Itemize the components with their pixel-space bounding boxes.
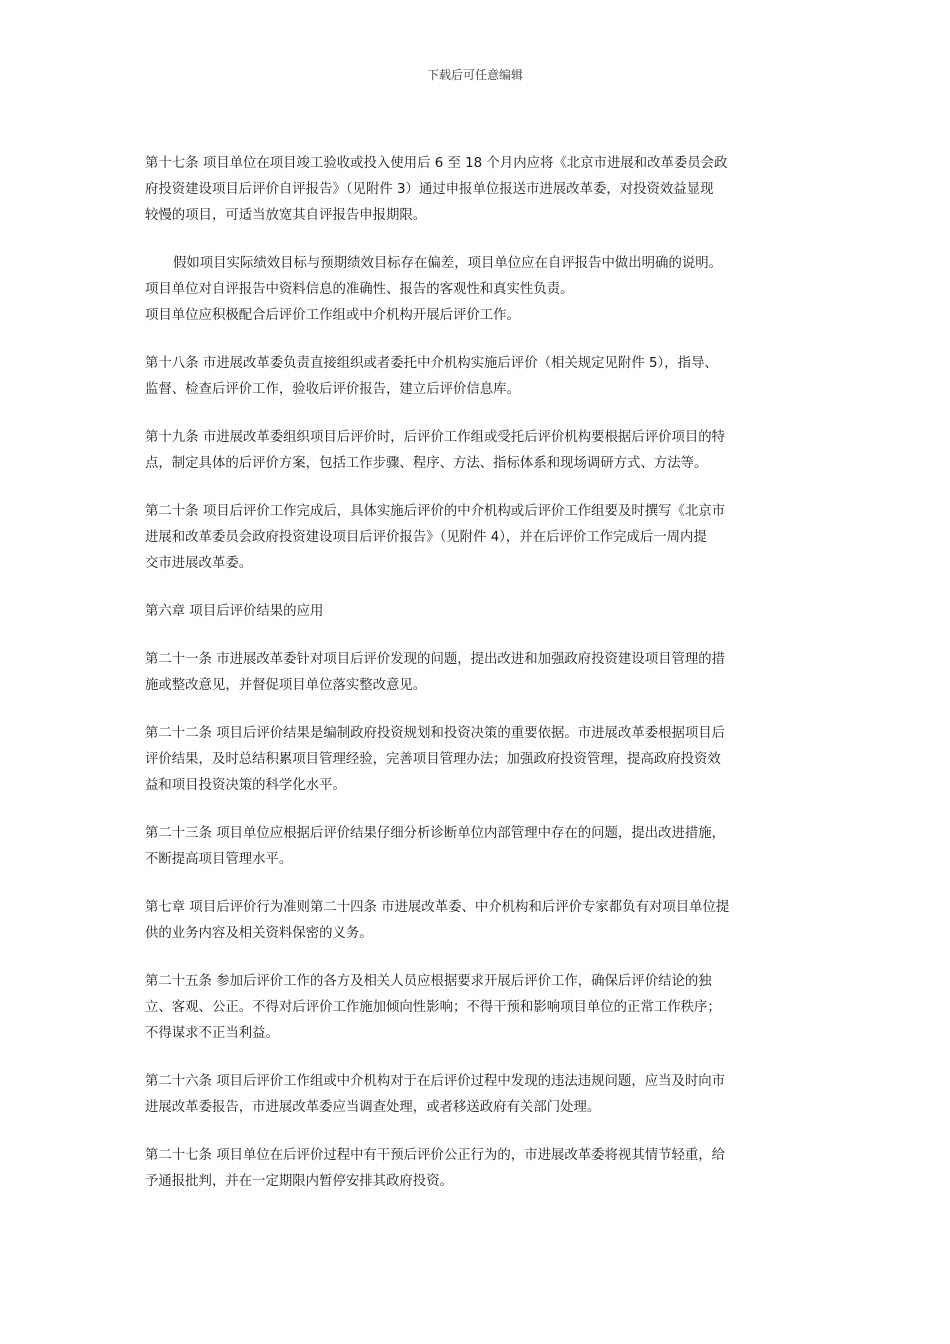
deviation-note: 假如项目实际绩效目标与预期绩效目标存在偏差，项目单位应在自评报告中做出明确的说明。 项目单位对自评报告中资料信息的准确性、报告的客观性和真实性负责。 项目单位应积极配合后评价工作组或中介机构开展后评价工作。	[145, 256, 723, 323]
article-21: 第二十一条 市进展改革委针对项目后评价发现的问题，提出改进和加强政府投资建设项目管理的措 施或整改意见，并督促项目单位落实整改意见。	[145, 652, 726, 693]
page-header: 下载后可任意编辑	[426, 68, 523, 82]
article-26: 第二十六条 项目后评价工作组或中介机构对于在后评价过程中发现的违法违规问题，应当及时向市 进展改革委报告，市进展改革委应当调查处理，或者移送政府有关部门处理。	[145, 1074, 726, 1115]
article-20: 第二十条 项目后评价工作完成后，具体实施后评价的中介机构或后评价工作组要及时撰写《北京市 进展和改革委员会政府投资建设项目后评价报告》（见附件 4），并在后评价工作完成后一周内提 交市进展改革委。	[145, 504, 726, 571]
chapter-6-heading: 第六章 项目后评价结果的应用	[145, 604, 324, 619]
article-22: 第二十二条 项目后评价结果是编制政府投资规划和投资决策的重要依据。市进展改革委根据项目后 评价结果，及时总结积累项目管理经验，完善项目管理办法；加强政府投资管理，提高政府投资效 益和项目投资决策的科学化水平。	[145, 726, 726, 793]
article-19: 第十九条 市进展改革委组织项目后评价时，后评价工作组或受托后评价机构要根据后评价项目的特 点，制定具体的后评价方案，包括工作步骤、程序、方法、指标体系和现场调研方式、方法等。	[145, 430, 726, 471]
article-25: 第二十五条 参加后评价工作的各方及相关人员应根据要求开展后评价工作，确保后评价结论的独 立、客观、公正。不得对后评价工作施加倾向性影响；不得干预和影响项目单位的正常工作秩序； 不得谋求不正当利益。	[145, 974, 721, 1041]
article-27: 第二十七条 项目单位在后评价过程中有干预后评价公正行为的，市进展改革委将视其情节轻重，给 予通报批判，并在一定期限内暂停安排其政府投资。	[145, 1148, 726, 1189]
article-17: 第十七条 项目单位在项目竣工验收或投入使用后 6 至 18 个月内应将《北京市进展和改革委员会政 府投资建设项目后评价自评报告》（见附件 3）通过申报单位报送市进展改革委，对投资效益显现 较慢的项目，可适当放宽其自评报告申报期限。	[145, 156, 728, 223]
document-body	[145, 151, 785, 1195]
article-18: 第十八条 市进展改革委负责直接组织或者委托中介机构实施后评价（相关规定见附件 5），指导、 监督、检查后评价工作，验收后评价报告，建立后评价信息库。	[145, 356, 718, 397]
article-23: 第二十三条 项目单位应根据后评价结果仔细分析诊断单位内部管理中存在的问题，提出改进措施， 不断提高项目管理水平。	[145, 826, 726, 867]
chapter-7-article-24: 第七章 项目后评价行为准则第二十四条 市进展改革委、中介机构和后评价专家都负有对项目单位提 供的业务内容及相关资料保密的义务。	[145, 900, 730, 941]
